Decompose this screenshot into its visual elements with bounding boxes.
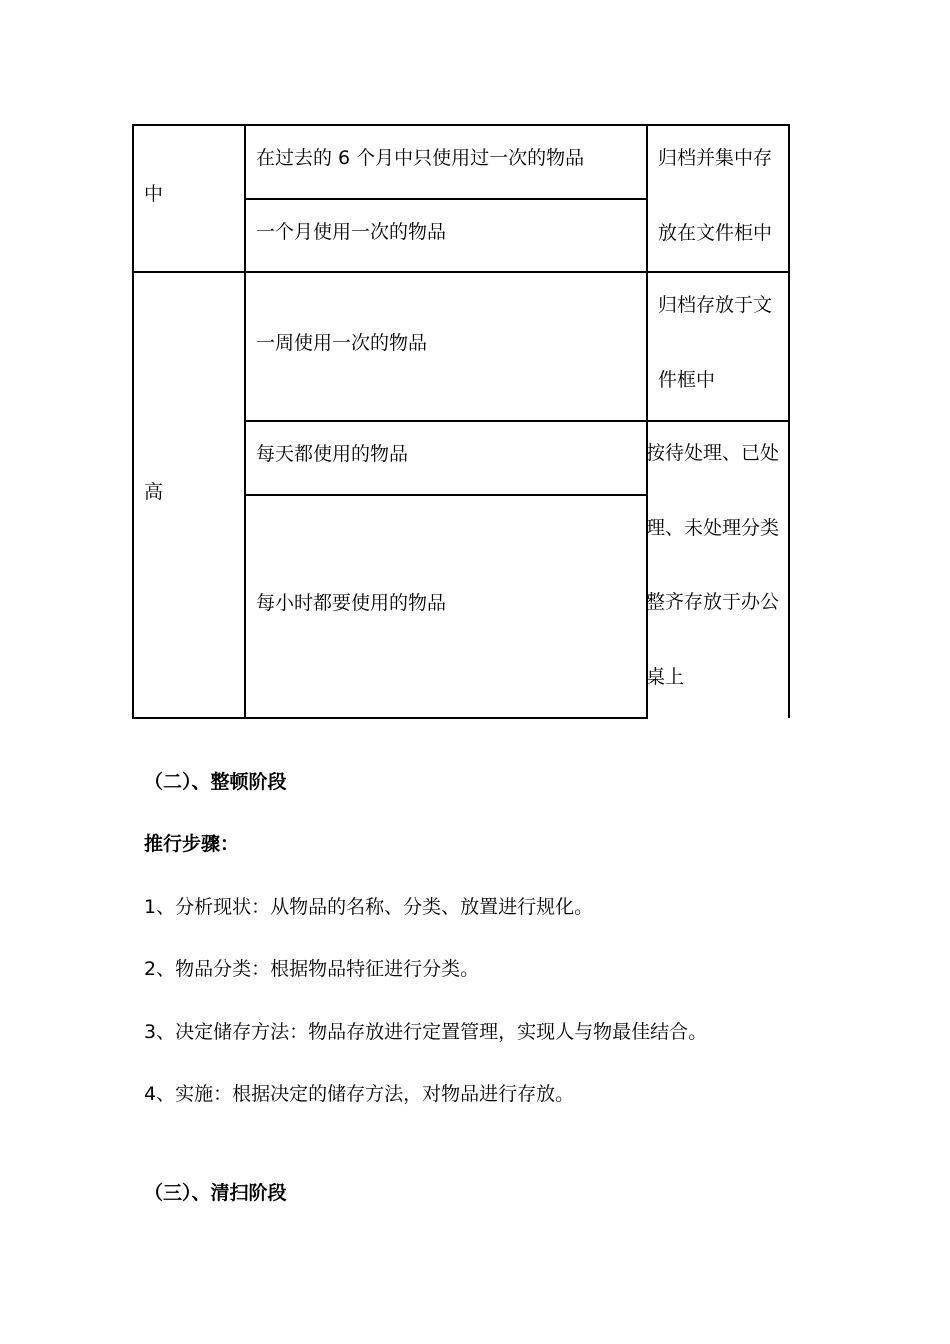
table-border-bottom <box>132 717 647 719</box>
item-cell: 一周使用一次的物品 <box>256 332 428 354</box>
item-cell: 在过去的 6 个月中只使用过一次的物品 <box>256 147 585 169</box>
item-cell: 每小时都要使用的物品 <box>256 592 447 614</box>
method-line: 桌上 <box>646 665 685 688</box>
table-divider <box>244 198 647 200</box>
method-cell <box>646 416 779 714</box>
step-item: 1、分析现状：从物品的名称、分类、放置进行规化。 <box>144 896 594 918</box>
steps-label: 推行步骤： <box>144 833 240 855</box>
table-border-left <box>132 124 134 719</box>
method-line: 件框中 <box>658 368 716 391</box>
method-cell <box>658 268 772 417</box>
item-cell: 一个月使用一次的物品 <box>256 221 447 243</box>
step-item: 4、实施：根据决定的储存方法，对物品进行存放。 <box>144 1083 575 1105</box>
table-border-right <box>788 124 790 718</box>
method-cell <box>658 121 772 270</box>
method-line: 归档存放于文 <box>658 294 773 316</box>
section-heading: （二）、整顿阶段 <box>144 771 287 793</box>
level-cell-high: 高 <box>144 481 164 503</box>
section-heading: （三）、清扫阶段 <box>144 1182 287 1204</box>
method-line: 理、未处理分类 <box>646 516 780 539</box>
table-divider <box>244 124 246 719</box>
level-cell-medium: 中 <box>144 183 164 205</box>
method-line: 整齐存放于办公 <box>646 591 780 613</box>
step-item: 3、决定储存方法：物品存放进行定置管理，实现人与物最佳结合。 <box>144 1021 708 1043</box>
step-item: 2、物品分类：根据物品特征进行分类。 <box>144 958 480 980</box>
table-divider <box>244 494 647 496</box>
method-line: 归档并集中存 <box>658 147 773 169</box>
item-cell: 每天都使用的物品 <box>256 443 409 465</box>
method-line: 按待处理、已处 <box>646 442 780 464</box>
method-line: 放在文件柜中 <box>658 221 773 244</box>
